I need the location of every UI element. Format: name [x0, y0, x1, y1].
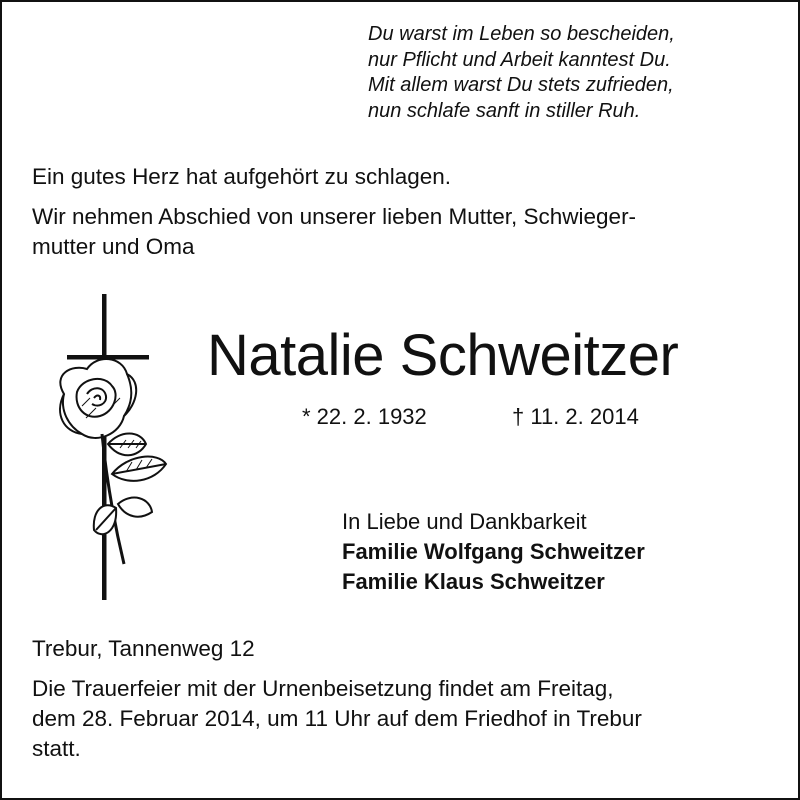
farewell-text [32, 202, 777, 262]
memorial-poem [368, 22, 768, 124]
poem-line: nur Pflicht und Arbeit kanntest Du. [368, 48, 671, 71]
cross-with-rose-icon [42, 294, 182, 604]
family-name: Familie Wolfgang Schweitzer [342, 539, 645, 564]
death-date: † 11. 2. 2014 [512, 404, 639, 429]
address: Trebur, Tannenweg 12 [32, 636, 255, 661]
ceremony-line: statt. [32, 736, 81, 761]
ceremony-announcement [32, 674, 777, 764]
ceremony-line: Die Trauerfeier mit der Urnenbeisetzung findet am Freitag, [32, 676, 614, 701]
poem-line: Du warst im Leben so bescheiden, [368, 23, 675, 45]
ceremony-line: dem 28. Februar 2014, um 11 Uhr auf dem Friedhof in Trebur [32, 706, 642, 731]
signoff-block [342, 507, 645, 597]
farewell-line: mutter und Oma [32, 234, 195, 259]
birth-date: * 22. 2. 1932 [302, 404, 427, 429]
signoff-phrase: In Liebe und Dankbarkeit [342, 509, 587, 534]
poem-line: Mit allem warst Du stets zufrieden, [368, 74, 674, 96]
family-name: Familie Klaus Schweitzer [342, 569, 605, 594]
intro-sentence: Ein gutes Herz hat aufgehört zu schlagen. [32, 164, 452, 189]
deceased-name: Natalie Schweitzer [207, 323, 679, 388]
poem-line: nun schlafe sanft in stiller Ruh. [368, 99, 641, 122]
farewell-line: Wir nehmen Abschied von unserer lieben Mutter, Schwieger- [32, 204, 637, 229]
